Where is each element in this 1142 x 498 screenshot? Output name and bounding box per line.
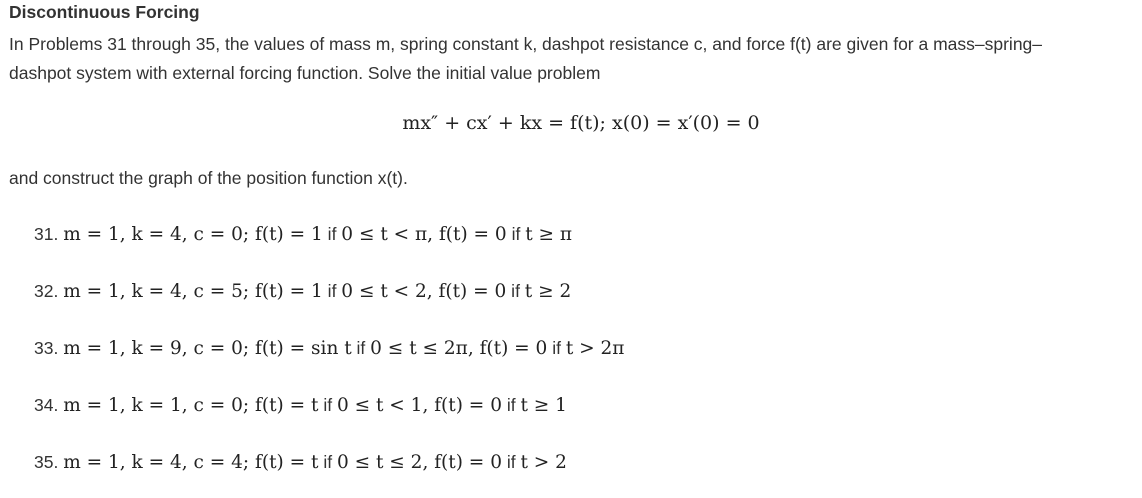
intro-paragraph (9, 30, 1134, 88)
if-word: if (501, 395, 521, 415)
construct-graph-text: and construct the graph of the position function x(t). (9, 168, 408, 188)
problem-condition: 0 ≤ t ≤ 2π, f(t) = 0 (370, 338, 548, 359)
problem-parameters: m = 1, k = 4, c = 0; f(t) = 1 (63, 224, 323, 245)
if-word: if (351, 338, 371, 358)
problem-32 (34, 281, 571, 302)
problem-number: 33. (34, 338, 59, 358)
problem-parameters: m = 1, k = 9, c = 0; f(t) = sin t (63, 338, 352, 359)
problem-number: 31. (34, 224, 59, 244)
problem-condition: 0 ≤ t < 1, f(t) = 0 (336, 395, 502, 416)
problem-condition: 0 ≤ t < π, f(t) = 0 (341, 224, 507, 245)
equation-text: mx″ + cx′ + kx = f(t); x(0) = x′(0) = 0 (402, 112, 760, 134)
if-word: if (322, 281, 342, 301)
problem-parameters: m = 1, k = 4, c = 5; f(t) = 1 (63, 281, 323, 302)
if-word: if (506, 281, 525, 301)
section-heading: Discontinuous Forcing (9, 2, 200, 22)
problem-condition: t ≥ 2 (524, 281, 572, 302)
if-word: if (501, 452, 521, 472)
problem-condition: 0 ≤ t < 2, f(t) = 0 (341, 281, 507, 302)
if-word: if (318, 395, 337, 415)
problem-parameters: m = 1, k = 1, c = 0; f(t) = t (63, 395, 319, 416)
problem-number: 34. (34, 395, 59, 415)
problem-number: 35. (34, 452, 59, 472)
problem-condition: t > 2 (520, 452, 567, 473)
problem-condition: t ≥ 1 (520, 395, 567, 416)
if-word: if (318, 452, 337, 472)
if-word: if (506, 224, 526, 244)
if-word: if (547, 338, 566, 358)
problem-34 (34, 395, 567, 416)
problem-condition: t ≥ π (525, 224, 573, 245)
problem-35 (34, 452, 567, 473)
if-word: if (322, 224, 342, 244)
problem-33 (34, 338, 624, 359)
problem-number: 32. (34, 281, 59, 301)
initial-value-problem-equation (0, 112, 1142, 134)
problem-31 (34, 224, 572, 245)
intro-line-1: In Problems 31 through 35, the values of mass m, spring constant k, dashpot resistance c, and force f(t) are given for a mass–spring– (9, 34, 1043, 54)
intro-line-2: dashpot system with external forcing function. Solve the initial value problem (9, 63, 601, 83)
problem-condition: t > 2π (565, 338, 625, 359)
problem-condition: 0 ≤ t ≤ 2, f(t) = 0 (336, 452, 502, 473)
problem-parameters: m = 1, k = 4, c = 4; f(t) = t (63, 452, 319, 473)
